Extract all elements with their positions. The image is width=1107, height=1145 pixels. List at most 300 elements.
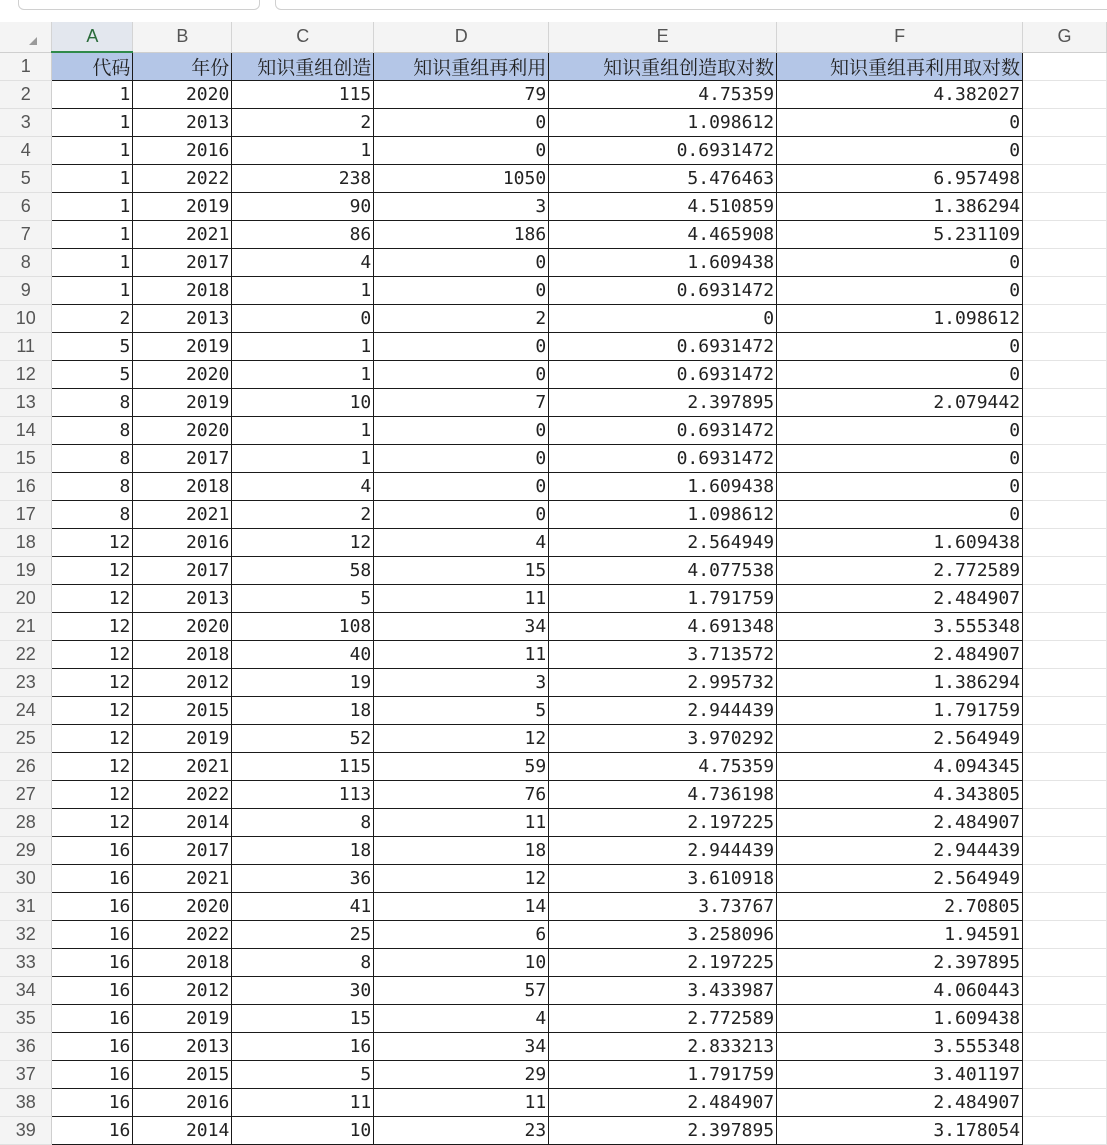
data-cell[interactable]: 0 — [232, 305, 374, 333]
data-cell[interactable]: 16 — [232, 1033, 374, 1061]
row-header[interactable]: 15 — [0, 445, 52, 473]
data-cell[interactable]: 2018 — [133, 949, 232, 977]
data-cell[interactable]: 0.6931472 — [549, 333, 777, 361]
data-cell[interactable]: 14 — [374, 893, 549, 921]
data-cell[interactable]: 2.944439 — [549, 837, 777, 865]
empty-cell[interactable] — [1023, 109, 1107, 137]
data-cell[interactable]: 0 — [374, 501, 549, 529]
data-cell[interactable]: 1 — [232, 417, 374, 445]
data-cell[interactable]: 0 — [777, 137, 1023, 165]
data-cell[interactable]: 0 — [374, 473, 549, 501]
data-cell[interactable]: 12 — [52, 529, 133, 557]
data-cell[interactable]: 0.6931472 — [549, 417, 777, 445]
data-cell[interactable]: 5 — [374, 697, 549, 725]
data-cell[interactable]: 2018 — [133, 277, 232, 305]
data-cell[interactable]: 18 — [232, 697, 374, 725]
data-cell[interactable]: 0 — [777, 249, 1023, 277]
data-cell[interactable]: 2022 — [133, 781, 232, 809]
data-cell[interactable]: 16 — [52, 1033, 133, 1061]
column-header-c[interactable]: C — [232, 22, 374, 52]
header-cell[interactable]: 代码 — [52, 52, 133, 81]
data-cell[interactable]: 3.610918 — [549, 865, 777, 893]
data-cell[interactable]: 25 — [232, 921, 374, 949]
data-cell[interactable]: 2.197225 — [549, 809, 777, 837]
data-cell[interactable]: 2.944439 — [549, 697, 777, 725]
data-cell[interactable]: 2.564949 — [549, 529, 777, 557]
empty-cell[interactable] — [1023, 221, 1107, 249]
empty-cell[interactable] — [1023, 641, 1107, 669]
empty-cell[interactable] — [1023, 529, 1107, 557]
data-cell[interactable]: 1.609438 — [777, 1005, 1023, 1033]
data-cell[interactable]: 2 — [52, 305, 133, 333]
data-cell[interactable]: 2.772589 — [777, 557, 1023, 585]
empty-cell[interactable] — [1023, 305, 1107, 333]
data-cell[interactable]: 8 — [52, 445, 133, 473]
row-header[interactable]: 13 — [0, 389, 52, 417]
data-cell[interactable]: 16 — [52, 1117, 133, 1145]
data-cell[interactable]: 2.484907 — [777, 585, 1023, 613]
data-cell[interactable]: 2017 — [133, 445, 232, 473]
data-cell[interactable]: 15 — [374, 557, 549, 585]
data-cell[interactable]: 16 — [52, 949, 133, 977]
empty-cell[interactable] — [1023, 977, 1107, 1005]
formula-bar[interactable] — [275, 0, 1107, 10]
data-cell[interactable]: 1.791759 — [549, 585, 777, 613]
data-cell[interactable]: 0 — [777, 333, 1023, 361]
data-cell[interactable]: 8 — [52, 473, 133, 501]
data-cell[interactable]: 3.73767 — [549, 893, 777, 921]
data-cell[interactable]: 7 — [374, 389, 549, 417]
row-header[interactable]: 17 — [0, 501, 52, 529]
data-cell[interactable]: 2.484907 — [777, 1089, 1023, 1117]
data-cell[interactable]: 2012 — [133, 977, 232, 1005]
empty-cell[interactable] — [1023, 809, 1107, 837]
data-cell[interactable]: 12 — [52, 641, 133, 669]
data-cell[interactable]: 4.343805 — [777, 781, 1023, 809]
data-cell[interactable]: 2017 — [133, 557, 232, 585]
data-cell[interactable]: 2019 — [133, 193, 232, 221]
row-header[interactable]: 39 — [0, 1117, 52, 1145]
row-header[interactable]: 12 — [0, 361, 52, 389]
data-cell[interactable]: 1.098612 — [549, 501, 777, 529]
data-cell[interactable]: 1.386294 — [777, 193, 1023, 221]
data-cell[interactable]: 8 — [232, 809, 374, 837]
row-header[interactable]: 25 — [0, 725, 52, 753]
data-cell[interactable]: 2017 — [133, 249, 232, 277]
data-cell[interactable]: 3.970292 — [549, 725, 777, 753]
data-cell[interactable]: 2.484907 — [777, 809, 1023, 837]
data-cell[interactable]: 2.833213 — [549, 1033, 777, 1061]
data-cell[interactable]: 1.609438 — [777, 529, 1023, 557]
empty-cell[interactable] — [1023, 137, 1107, 165]
data-cell[interactable]: 2020 — [133, 613, 232, 641]
header-cell[interactable]: 年份 — [133, 52, 232, 81]
data-cell[interactable]: 0 — [374, 137, 549, 165]
data-cell[interactable]: 12 — [52, 725, 133, 753]
empty-cell[interactable] — [1023, 1061, 1107, 1089]
data-cell[interactable]: 2019 — [133, 389, 232, 417]
data-cell[interactable]: 3.258096 — [549, 921, 777, 949]
data-cell[interactable]: 10 — [232, 389, 374, 417]
data-cell[interactable]: 1.098612 — [549, 109, 777, 137]
data-cell[interactable]: 2016 — [133, 529, 232, 557]
data-cell[interactable]: 2017 — [133, 837, 232, 865]
data-cell[interactable]: 1.94591 — [777, 921, 1023, 949]
row-header[interactable]: 26 — [0, 753, 52, 781]
data-cell[interactable]: 52 — [232, 725, 374, 753]
data-cell[interactable]: 115 — [232, 81, 374, 109]
data-cell[interactable]: 12 — [52, 697, 133, 725]
data-cell[interactable]: 11 — [374, 585, 549, 613]
data-cell[interactable]: 5 — [52, 333, 133, 361]
data-cell[interactable]: 2022 — [133, 165, 232, 193]
data-cell[interactable]: 12 — [52, 613, 133, 641]
data-cell[interactable]: 0 — [374, 109, 549, 137]
data-cell[interactable]: 2013 — [133, 305, 232, 333]
header-cell[interactable]: 知识重组再利用取对数 — [777, 52, 1023, 81]
data-cell[interactable]: 10 — [232, 1117, 374, 1145]
data-cell[interactable]: 2013 — [133, 585, 232, 613]
row-header[interactable]: 4 — [0, 137, 52, 165]
data-cell[interactable]: 1 — [52, 137, 133, 165]
row-header[interactable]: 16 — [0, 473, 52, 501]
column-header-e[interactable]: E — [549, 22, 777, 52]
data-cell[interactable]: 0 — [777, 109, 1023, 137]
data-cell[interactable]: 0 — [777, 473, 1023, 501]
empty-cell[interactable] — [1023, 1005, 1107, 1033]
data-cell[interactable]: 2 — [232, 109, 374, 137]
data-cell[interactable]: 8 — [52, 501, 133, 529]
data-cell[interactable]: 2016 — [133, 137, 232, 165]
data-cell[interactable]: 0 — [374, 333, 549, 361]
data-cell[interactable]: 4.094345 — [777, 753, 1023, 781]
data-cell[interactable]: 4.75359 — [549, 753, 777, 781]
row-header[interactable]: 1 — [0, 52, 52, 81]
data-cell[interactable]: 1 — [52, 221, 133, 249]
data-cell[interactable]: 1 — [232, 445, 374, 473]
empty-cell[interactable] — [1023, 1117, 1107, 1145]
data-cell[interactable]: 1.609438 — [549, 249, 777, 277]
column-header-f[interactable]: F — [777, 22, 1023, 52]
data-cell[interactable]: 2013 — [133, 1033, 232, 1061]
data-cell[interactable]: 34 — [374, 1033, 549, 1061]
data-cell[interactable]: 1.609438 — [549, 473, 777, 501]
column-header-d[interactable]: D — [374, 22, 549, 52]
empty-cell[interactable] — [1023, 949, 1107, 977]
data-cell[interactable]: 2015 — [133, 697, 232, 725]
row-header[interactable]: 29 — [0, 837, 52, 865]
data-cell[interactable]: 2.397895 — [777, 949, 1023, 977]
data-cell[interactable]: 1 — [232, 333, 374, 361]
data-cell[interactable]: 2.397895 — [549, 1117, 777, 1145]
data-cell[interactable]: 3 — [374, 669, 549, 697]
data-cell[interactable]: 238 — [232, 165, 374, 193]
data-cell[interactable]: 0.6931472 — [549, 445, 777, 473]
empty-cell[interactable] — [1023, 865, 1107, 893]
data-cell[interactable]: 16 — [52, 1005, 133, 1033]
data-cell[interactable]: 3.178054 — [777, 1117, 1023, 1145]
row-header[interactable]: 3 — [0, 109, 52, 137]
data-cell[interactable]: 8 — [52, 389, 133, 417]
data-cell[interactable]: 8 — [232, 949, 374, 977]
data-cell[interactable]: 1 — [232, 137, 374, 165]
column-header-a[interactable]: A — [52, 22, 133, 52]
row-header[interactable]: 10 — [0, 305, 52, 333]
data-cell[interactable]: 108 — [232, 613, 374, 641]
data-cell[interactable]: 5.476463 — [549, 165, 777, 193]
data-cell[interactable]: 0 — [549, 305, 777, 333]
empty-cell[interactable] — [1023, 585, 1107, 613]
empty-cell[interactable] — [1023, 837, 1107, 865]
row-header[interactable]: 33 — [0, 949, 52, 977]
data-cell[interactable]: 16 — [52, 865, 133, 893]
data-cell[interactable]: 2021 — [133, 753, 232, 781]
data-cell[interactable]: 4.691348 — [549, 613, 777, 641]
row-header[interactable]: 38 — [0, 1089, 52, 1117]
data-cell[interactable]: 2021 — [133, 501, 232, 529]
data-cell[interactable]: 4.465908 — [549, 221, 777, 249]
data-cell[interactable]: 2015 — [133, 1061, 232, 1089]
data-cell[interactable]: 23 — [374, 1117, 549, 1145]
empty-cell[interactable] — [1023, 781, 1107, 809]
data-cell[interactable]: 12 — [52, 669, 133, 697]
header-cell[interactable]: 知识重组创造取对数 — [549, 52, 777, 81]
row-header[interactable]: 14 — [0, 417, 52, 445]
data-cell[interactable]: 0 — [374, 277, 549, 305]
empty-cell[interactable] — [1023, 473, 1107, 501]
header-cell[interactable]: 知识重组创造 — [232, 52, 374, 81]
data-cell[interactable]: 5 — [232, 585, 374, 613]
data-cell[interactable]: 186 — [374, 221, 549, 249]
empty-cell[interactable] — [1023, 613, 1107, 641]
data-cell[interactable]: 18 — [232, 837, 374, 865]
data-cell[interactable]: 2.484907 — [777, 641, 1023, 669]
data-cell[interactable]: 2.397895 — [549, 389, 777, 417]
data-cell[interactable]: 2 — [374, 305, 549, 333]
data-cell[interactable]: 2.564949 — [777, 725, 1023, 753]
data-cell[interactable]: 4 — [374, 1005, 549, 1033]
data-cell[interactable]: 2014 — [133, 1117, 232, 1145]
data-cell[interactable]: 1.386294 — [777, 669, 1023, 697]
empty-cell[interactable] — [1023, 1033, 1107, 1061]
data-cell[interactable]: 2019 — [133, 1005, 232, 1033]
data-cell[interactable]: 4.077538 — [549, 557, 777, 585]
empty-cell[interactable] — [1023, 52, 1107, 81]
row-header[interactable]: 36 — [0, 1033, 52, 1061]
row-header[interactable]: 27 — [0, 781, 52, 809]
data-cell[interactable]: 4.75359 — [549, 81, 777, 109]
data-cell[interactable]: 0 — [777, 277, 1023, 305]
data-cell[interactable]: 1050 — [374, 165, 549, 193]
data-cell[interactable]: 5 — [232, 1061, 374, 1089]
data-cell[interactable]: 2 — [232, 501, 374, 529]
data-cell[interactable]: 1 — [232, 277, 374, 305]
data-cell[interactable]: 2019 — [133, 333, 232, 361]
data-cell[interactable]: 12 — [374, 725, 549, 753]
data-cell[interactable]: 8 — [52, 417, 133, 445]
data-cell[interactable]: 12 — [52, 781, 133, 809]
data-cell[interactable]: 6 — [374, 921, 549, 949]
data-cell[interactable]: 11 — [374, 641, 549, 669]
empty-cell[interactable] — [1023, 921, 1107, 949]
data-cell[interactable]: 2021 — [133, 221, 232, 249]
data-cell[interactable]: 3.555348 — [777, 613, 1023, 641]
data-cell[interactable]: 1 — [52, 277, 133, 305]
data-cell[interactable]: 12 — [52, 809, 133, 837]
data-cell[interactable]: 2021 — [133, 865, 232, 893]
row-header[interactable]: 22 — [0, 641, 52, 669]
row-header[interactable]: 24 — [0, 697, 52, 725]
data-cell[interactable]: 1.098612 — [777, 305, 1023, 333]
data-cell[interactable]: 4.382027 — [777, 81, 1023, 109]
data-cell[interactable]: 1.791759 — [549, 1061, 777, 1089]
data-cell[interactable]: 113 — [232, 781, 374, 809]
data-cell[interactable]: 0 — [777, 361, 1023, 389]
data-cell[interactable]: 3.401197 — [777, 1061, 1023, 1089]
data-cell[interactable]: 4.060443 — [777, 977, 1023, 1005]
data-cell[interactable]: 0.6931472 — [549, 137, 777, 165]
row-header[interactable]: 30 — [0, 865, 52, 893]
data-cell[interactable]: 2014 — [133, 809, 232, 837]
data-cell[interactable]: 58 — [232, 557, 374, 585]
data-cell[interactable]: 4.736198 — [549, 781, 777, 809]
data-cell[interactable]: 0 — [777, 445, 1023, 473]
empty-cell[interactable] — [1023, 893, 1107, 921]
row-header[interactable]: 7 — [0, 221, 52, 249]
data-cell[interactable]: 16 — [52, 893, 133, 921]
data-cell[interactable]: 5 — [52, 361, 133, 389]
data-cell[interactable]: 34 — [374, 613, 549, 641]
row-header[interactable]: 9 — [0, 277, 52, 305]
data-cell[interactable]: 4.510859 — [549, 193, 777, 221]
data-cell[interactable]: 90 — [232, 193, 374, 221]
data-cell[interactable]: 40 — [232, 641, 374, 669]
data-cell[interactable]: 2012 — [133, 669, 232, 697]
row-header[interactable]: 2 — [0, 81, 52, 109]
data-cell[interactable]: 1 — [52, 81, 133, 109]
data-cell[interactable]: 2022 — [133, 921, 232, 949]
row-header[interactable]: 21 — [0, 613, 52, 641]
empty-cell[interactable] — [1023, 697, 1107, 725]
data-cell[interactable]: 0 — [374, 445, 549, 473]
data-cell[interactable]: 3 — [374, 193, 549, 221]
select-all-corner[interactable] — [0, 22, 52, 52]
data-cell[interactable]: 3.555348 — [777, 1033, 1023, 1061]
data-cell[interactable]: 0.6931472 — [549, 361, 777, 389]
data-cell[interactable]: 79 — [374, 81, 549, 109]
data-cell[interactable]: 1 — [52, 165, 133, 193]
empty-cell[interactable] — [1023, 193, 1107, 221]
data-cell[interactable]: 2016 — [133, 1089, 232, 1117]
empty-cell[interactable] — [1023, 81, 1107, 109]
data-cell[interactable]: 1 — [52, 249, 133, 277]
column-header-b[interactable]: B — [133, 22, 232, 52]
data-cell[interactable]: 12 — [232, 529, 374, 557]
data-cell[interactable]: 2020 — [133, 361, 232, 389]
row-header[interactable]: 18 — [0, 529, 52, 557]
column-header-g[interactable]: G — [1023, 22, 1107, 52]
data-cell[interactable]: 115 — [232, 753, 374, 781]
data-cell[interactable]: 2019 — [133, 725, 232, 753]
data-cell[interactable]: 0 — [374, 361, 549, 389]
data-cell[interactable]: 2013 — [133, 109, 232, 137]
data-cell[interactable]: 16 — [52, 977, 133, 1005]
data-cell[interactable]: 76 — [374, 781, 549, 809]
row-header[interactable]: 6 — [0, 193, 52, 221]
data-cell[interactable]: 6.957498 — [777, 165, 1023, 193]
data-cell[interactable]: 1 — [52, 109, 133, 137]
row-header[interactable]: 20 — [0, 585, 52, 613]
data-cell[interactable]: 19 — [232, 669, 374, 697]
data-cell[interactable]: 2.995732 — [549, 669, 777, 697]
empty-cell[interactable] — [1023, 445, 1107, 473]
empty-cell[interactable] — [1023, 501, 1107, 529]
data-cell[interactable]: 12 — [374, 865, 549, 893]
data-cell[interactable]: 0.6931472 — [549, 277, 777, 305]
data-cell[interactable]: 16 — [52, 837, 133, 865]
data-cell[interactable]: 11 — [232, 1089, 374, 1117]
empty-cell[interactable] — [1023, 725, 1107, 753]
data-cell[interactable]: 1.791759 — [777, 697, 1023, 725]
data-cell[interactable]: 4 — [374, 529, 549, 557]
data-cell[interactable]: 2.772589 — [549, 1005, 777, 1033]
row-header[interactable]: 34 — [0, 977, 52, 1005]
data-cell[interactable]: 2.944439 — [777, 837, 1023, 865]
data-cell[interactable]: 4 — [232, 249, 374, 277]
data-cell[interactable]: 2020 — [133, 81, 232, 109]
row-header[interactable]: 35 — [0, 1005, 52, 1033]
row-header[interactable]: 32 — [0, 921, 52, 949]
data-cell[interactable]: 2.484907 — [549, 1089, 777, 1117]
data-cell[interactable]: 11 — [374, 1089, 549, 1117]
row-header[interactable]: 37 — [0, 1061, 52, 1089]
empty-cell[interactable] — [1023, 277, 1107, 305]
data-cell[interactable]: 4 — [232, 473, 374, 501]
data-cell[interactable]: 16 — [52, 1061, 133, 1089]
empty-cell[interactable] — [1023, 361, 1107, 389]
data-cell[interactable]: 41 — [232, 893, 374, 921]
data-cell[interactable]: 0 — [374, 417, 549, 445]
data-cell[interactable]: 16 — [52, 1089, 133, 1117]
row-header[interactable]: 19 — [0, 557, 52, 585]
data-cell[interactable]: 12 — [52, 557, 133, 585]
name-box[interactable] — [18, 0, 260, 10]
data-cell[interactable]: 15 — [232, 1005, 374, 1033]
data-cell[interactable]: 1 — [232, 361, 374, 389]
data-cell[interactable]: 3.713572 — [549, 641, 777, 669]
row-header[interactable]: 11 — [0, 333, 52, 361]
empty-cell[interactable] — [1023, 165, 1107, 193]
row-header[interactable]: 8 — [0, 249, 52, 277]
data-cell[interactable]: 2020 — [133, 417, 232, 445]
data-cell[interactable]: 30 — [232, 977, 374, 1005]
empty-cell[interactable] — [1023, 1089, 1107, 1117]
data-cell[interactable]: 3.433987 — [549, 977, 777, 1005]
data-cell[interactable]: 12 — [52, 585, 133, 613]
data-cell[interactable]: 59 — [374, 753, 549, 781]
data-cell[interactable]: 2.70805 — [777, 893, 1023, 921]
data-cell[interactable]: 5.231109 — [777, 221, 1023, 249]
data-cell[interactable]: 2018 — [133, 641, 232, 669]
row-header[interactable]: 31 — [0, 893, 52, 921]
empty-cell[interactable] — [1023, 557, 1107, 585]
data-cell[interactable]: 0 — [777, 417, 1023, 445]
empty-cell[interactable] — [1023, 417, 1107, 445]
data-cell[interactable]: 36 — [232, 865, 374, 893]
data-cell[interactable]: 16 — [52, 921, 133, 949]
data-cell[interactable]: 0 — [777, 501, 1023, 529]
data-cell[interactable]: 86 — [232, 221, 374, 249]
